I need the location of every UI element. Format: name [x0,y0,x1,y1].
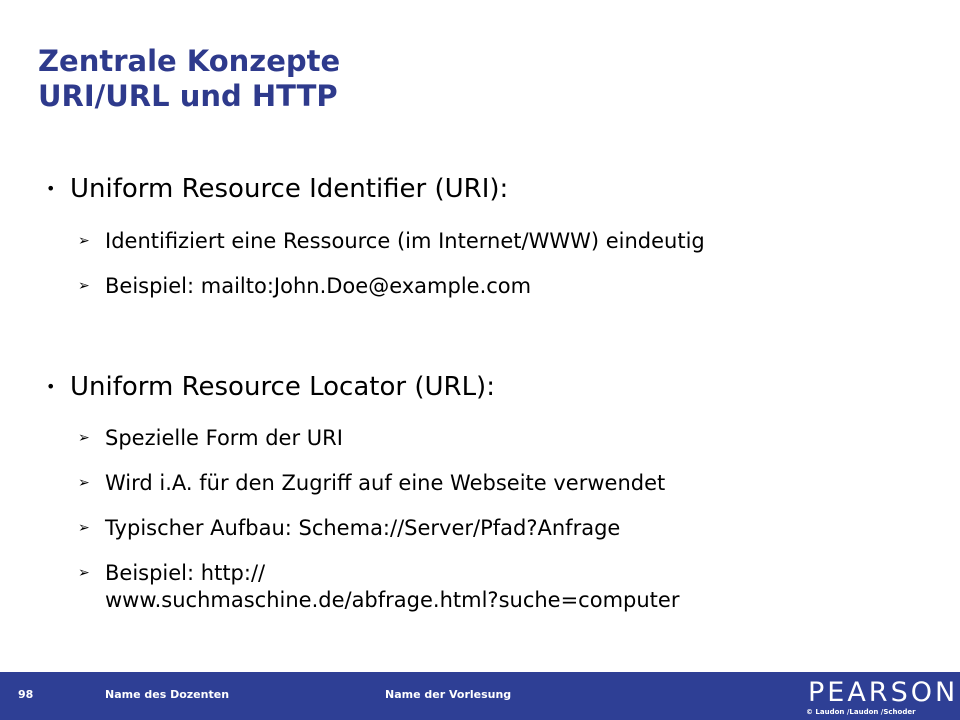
page-number: 98 [18,688,34,701]
arrow-bullet-icon: ➢ [78,475,90,491]
sub-bullet-text: Beispiel: mailto:John.Doe@example.com [105,274,532,298]
sub-bullet-text: Wird i.A. für den Zugriff auf eine Webseite verwendet [105,471,666,495]
lecturer-name: Name des Dozenten [105,688,230,701]
bullet-text: Uniform Resource Locator (URL): [70,372,495,402]
copyright-note: © Laudon /Laudon /Schoder [806,708,916,716]
arrow-bullet-icon: ➢ [78,233,90,249]
course-name: Name der Vorlesung [385,688,512,701]
arrow-bullet-icon: ➢ [78,278,90,294]
arrow-bullet-icon: ➢ [78,565,90,581]
bullet-text: Uniform Resource Identifier (URI): [70,174,509,204]
bullet-dot-icon: • [46,377,56,396]
sub-bullet-text: Identifiziert eine Ressource (im Internet/WWW) eindeutig [105,229,705,253]
arrow-bullet-icon: ➢ [78,520,90,536]
sub-bullet-text: Typischer Aufbau: Schema://Server/Pfad?Anfrage [105,516,621,540]
bullet-dot-icon: • [46,179,56,198]
sub-bullet-text: Spezielle Form der URI [105,426,343,450]
sub-bullet-text: www.suchmaschine.de/abfrage.html?suche=computer [105,588,680,612]
sub-bullet-text: Beispiel: http:// [105,561,266,585]
slide-title [38,44,340,114]
slide-title-line-2: URI/URL und HTTP [38,79,338,113]
arrow-bullet-icon: ➢ [78,430,90,446]
pearson-logo: PEARSON [808,677,959,708]
footer-bar [0,672,960,720]
slide-title-line-1: Zentrale Konzepte [38,44,341,78]
